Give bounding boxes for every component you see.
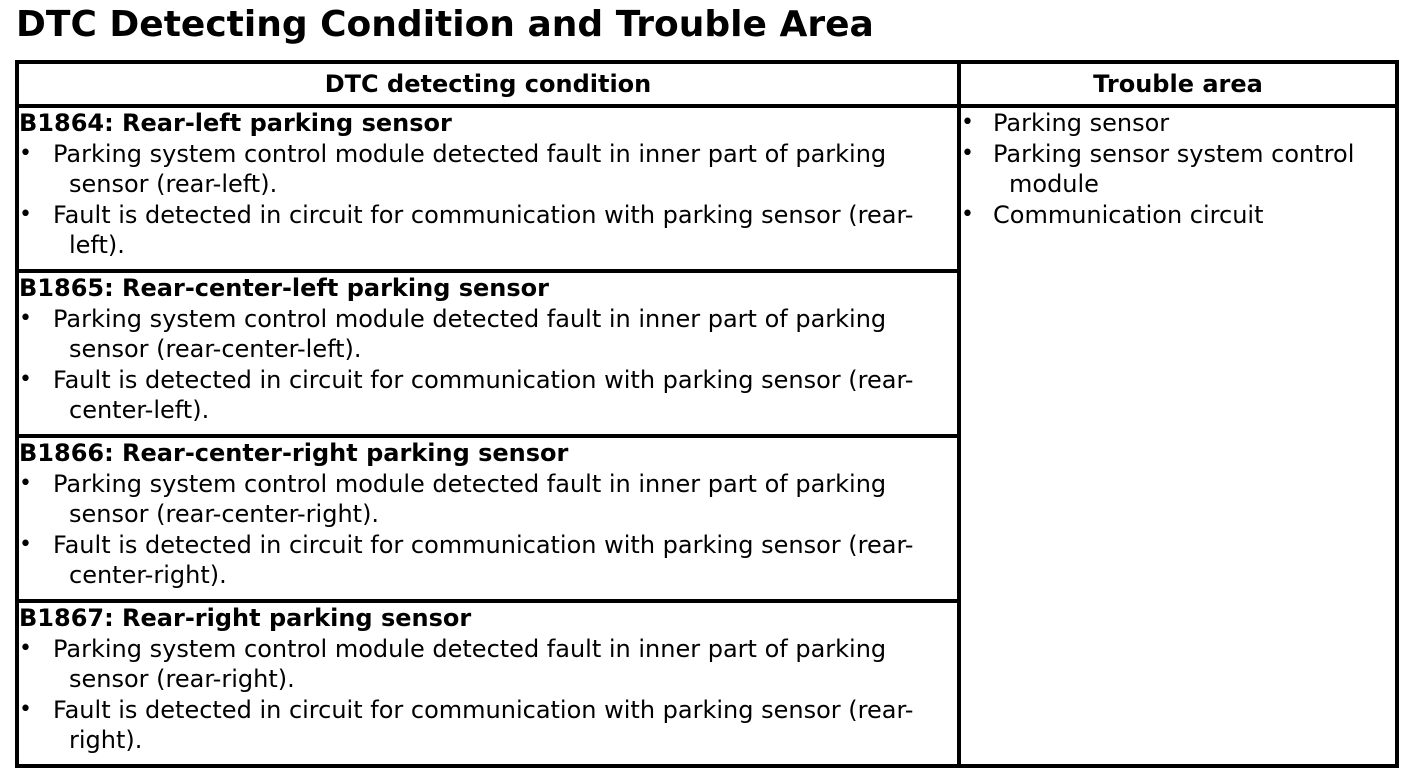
list-item (19, 200, 957, 261)
trouble-area-text: Communication circuit (993, 200, 1264, 229)
dtc-code-title: B1864: Rear-left parking sensor (19, 109, 452, 137)
condition-cell (17, 601, 959, 766)
bullet-icon: • (19, 696, 32, 722)
list-item (961, 108, 1377, 139)
dtc-code-title: B1867: Rear-right parking sensor (19, 604, 472, 632)
bullet-icon: • (19, 201, 32, 227)
dtc-code-title: B1866: Rear-center-right parking sensor (19, 439, 569, 467)
header-trouble-area: Trouble area (959, 62, 1397, 106)
table-header-row (17, 62, 1397, 106)
list-item (19, 469, 957, 530)
page-title: DTC Detecting Condition and Trouble Area (16, 4, 874, 45)
condition-text: Parking system control module detected fault in inner part of parking sensor (rear-left). (53, 139, 887, 198)
condition-text: Fault is detected in circuit for communication with parking sensor (rear-center-right). (53, 530, 914, 589)
bullet-icon: • (961, 140, 974, 166)
bullet-icon: • (19, 140, 32, 166)
condition-cell (17, 106, 959, 271)
list-item (19, 530, 957, 591)
list-item (961, 139, 1377, 200)
bullet-icon: • (19, 305, 32, 331)
dtc-table (15, 60, 1399, 768)
list-item (19, 304, 957, 365)
bullet-icon: • (19, 635, 32, 661)
list-item (19, 139, 957, 200)
dtc-code-title: B1865: Rear-center-left parking sensor (19, 274, 549, 302)
condition-text: Parking system control module detected fault in inner part of parking sensor (rear-center-right). (53, 469, 887, 528)
condition-list (19, 469, 957, 591)
condition-list (19, 304, 957, 426)
bullet-icon: • (19, 531, 32, 557)
list-item (19, 695, 957, 756)
condition-cell (17, 271, 959, 436)
bullet-icon: • (961, 201, 974, 227)
table-row (17, 106, 1397, 271)
condition-list (19, 634, 957, 756)
list-item (19, 634, 957, 695)
bullet-icon: • (19, 366, 32, 392)
condition-text: Fault is detected in circuit for communication with parking sensor (rear-right). (53, 695, 914, 754)
list-item (961, 200, 1377, 231)
condition-text: Fault is detected in circuit for communication with parking sensor (rear-left). (53, 200, 914, 259)
header-condition: DTC detecting condition (17, 62, 959, 106)
condition-text: Parking system control module detected fault in inner part of parking sensor (rear-right). (53, 634, 887, 693)
trouble-area-text: Parking sensor (993, 109, 1170, 137)
bullet-icon: • (19, 470, 32, 496)
trouble-area-list (961, 108, 1377, 230)
condition-text: Fault is detected in circuit for communication with parking sensor (rear-center-left). (53, 365, 914, 424)
bullet-icon: • (961, 110, 974, 135)
trouble-area-text: Parking sensor system control module (993, 139, 1355, 198)
condition-cell (17, 436, 959, 601)
trouble-area-cell (959, 106, 1397, 766)
condition-text: Parking system control module detected fault in inner part of parking sensor (rear-center-left). (53, 304, 887, 363)
list-item (19, 365, 957, 426)
condition-list (19, 139, 957, 261)
